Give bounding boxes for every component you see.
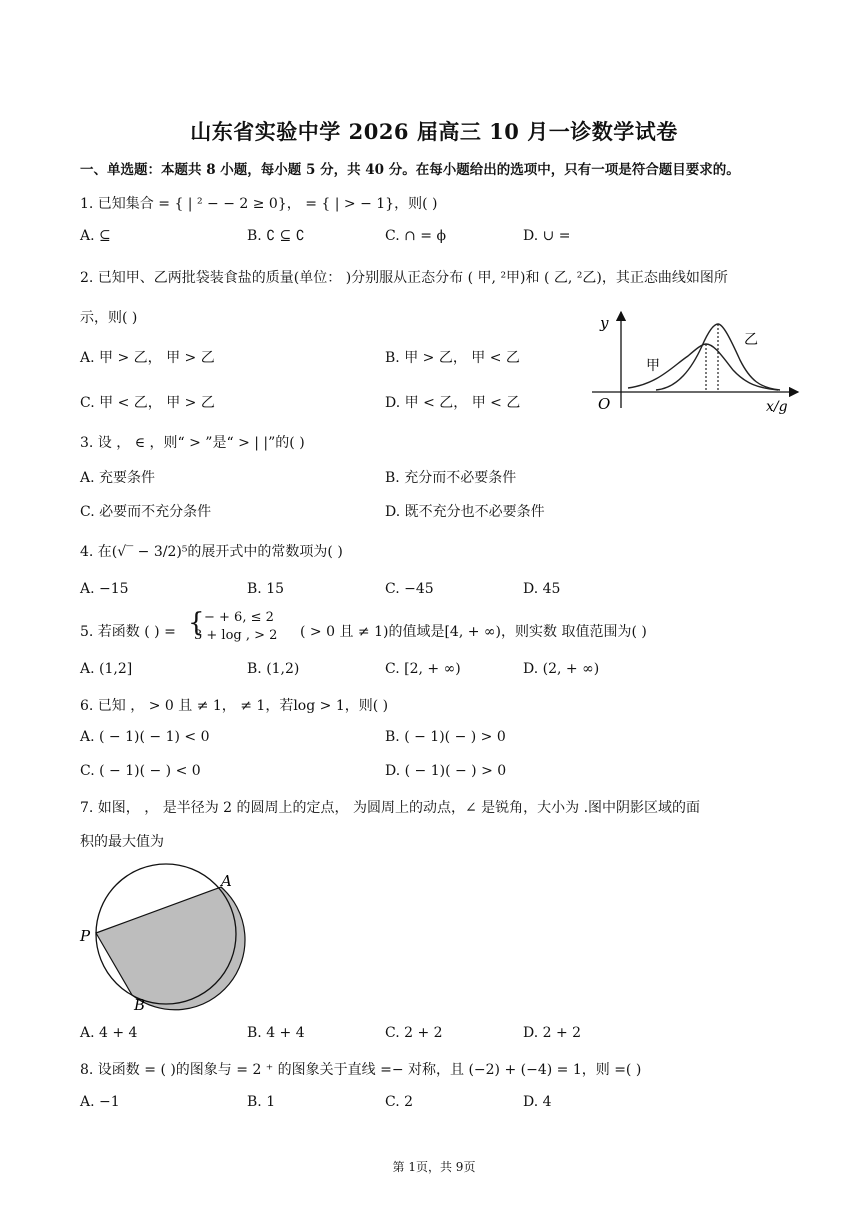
point-a-label: A xyxy=(221,872,232,890)
question-8-option-a[interactable]: A. −1 xyxy=(80,1094,120,1110)
piecewise-case-2: 3 + log , > 2 xyxy=(194,628,278,643)
question-3-option-a[interactable]: A. 充要条件 xyxy=(80,470,156,486)
circle-figure xyxy=(76,858,246,1016)
curve-jia-label: 甲 xyxy=(646,358,660,374)
question-8-option-d[interactable]: D. 4 xyxy=(523,1094,552,1110)
page-title: 山东省实验中学 2026 届高三 10 月一诊数学试卷 xyxy=(190,119,678,144)
question-7-option-a[interactable]: A. 4 + 4 xyxy=(80,1025,138,1041)
question-1-option-b[interactable]: B. ∁ ⊆ ∁ xyxy=(247,228,305,244)
question-5-option-c[interactable]: C. [2, + ∞) xyxy=(385,661,461,677)
question-7-stem: 7. 如图， ， 是半径为 2 的圆周上的定点， 为圆周上的动点，∠ 是锐角，大小为 .图中阴影区域的面 xyxy=(80,800,701,816)
question-5-stem-post: ( > 0 且 ≠ 1)的值域是[4, + ∞)，则实数 取值范围为( ) xyxy=(300,624,647,640)
shaded-region xyxy=(96,887,245,1010)
question-4-option-c[interactable]: C. −45 xyxy=(385,581,434,597)
question-8-option-c[interactable]: C. 2 xyxy=(385,1094,414,1110)
question-3-option-d[interactable]: D. 既不充分也不必要条件 xyxy=(385,504,545,520)
question-1-option-c[interactable]: C. ∩ = ϕ xyxy=(385,228,447,244)
question-2-option-b[interactable]: B. 甲 > 乙， 甲 < 乙 xyxy=(385,350,520,366)
question-2-stem-cont: 示，则( ) xyxy=(80,310,138,326)
origin-label: O xyxy=(598,395,611,413)
y-axis-label: y xyxy=(600,314,609,332)
x-axis-label: x/g xyxy=(766,399,788,415)
question-6-option-c[interactable]: C. ( − 1)( − ) < 0 xyxy=(80,763,201,779)
question-3-stem: 3. 设 ， ∈ ，则“ > ”是“ > | |”的( ) xyxy=(80,435,305,451)
question-8-option-b[interactable]: B. 1 xyxy=(247,1094,276,1110)
question-2-option-a[interactable]: A. 甲 > 乙， 甲 > 乙 xyxy=(80,350,215,366)
question-3-option-b[interactable]: B. 充分而不必要条件 xyxy=(385,470,517,486)
question-4-stem: 4. 在(√‾ − 3/2)⁵的展开式中的常数项为( ) xyxy=(80,544,343,560)
question-6-option-a[interactable]: A. ( − 1)( − 1) < 0 xyxy=(80,729,210,745)
question-1-option-a[interactable]: A. ⊆ xyxy=(80,228,111,244)
question-2-stem: 2. 已知甲、乙两批袋装食盐的质量(单位： )分别服从正态分布 ( 甲, ²甲)和 ( 乙, ²乙)，其正态曲线如图所 xyxy=(80,270,728,286)
question-5-option-a[interactable]: A. (1,2] xyxy=(80,661,133,677)
question-6-option-b[interactable]: B. ( − 1)( − ) > 0 xyxy=(385,729,506,745)
normal-curve-figure xyxy=(588,308,806,418)
section-heading: 一、单选题：本题共 8 小题，每小题 5 分，共 40 分。在每小题给出的选项中，只有一项是符合题目要求的。 xyxy=(80,162,740,178)
question-5-option-d[interactable]: D. (2, + ∞) xyxy=(523,661,600,677)
point-p-label: P xyxy=(80,927,91,945)
point-b-label: B xyxy=(134,996,146,1014)
question-1-option-d[interactable]: D. ∪ = xyxy=(523,228,571,244)
question-7-option-b[interactable]: B. 4 + 4 xyxy=(247,1025,305,1041)
question-5-stem-pre: 5. 若函数 ( ) = xyxy=(80,624,176,640)
curve-yi-label: 乙 xyxy=(744,332,758,348)
question-7-option-d[interactable]: D. 2 + 2 xyxy=(523,1025,582,1041)
question-5-option-b[interactable]: B. (1,2) xyxy=(247,661,300,677)
question-6-stem: 6. 已知 ， > 0 且 ≠ 1， ≠ 1，若log > 1，则( ) xyxy=(80,698,389,714)
piecewise-case-1: − + 6, ≤ 2 xyxy=(204,610,274,625)
question-7-stem-cont: 积的最大值为 xyxy=(80,834,164,850)
question-2-option-c[interactable]: C. 甲 < 乙， 甲 > 乙 xyxy=(80,395,215,411)
page-footer: 第 1页，共 9页 xyxy=(392,1160,476,1174)
question-3-option-c[interactable]: C. 必要而不充分条件 xyxy=(80,504,212,520)
question-6-option-d[interactable]: D. ( − 1)( − ) > 0 xyxy=(385,763,507,779)
question-4-option-b[interactable]: B. 15 xyxy=(247,581,285,597)
question-1-stem: 1. 已知集合 = { | ² − − 2 ≥ 0}， = { | > − 1}，则( ) xyxy=(80,196,438,212)
question-4-option-d[interactable]: D. 45 xyxy=(523,581,561,597)
question-4-option-a[interactable]: A. −15 xyxy=(80,581,129,597)
question-7-option-c[interactable]: C. 2 + 2 xyxy=(385,1025,443,1041)
question-8-stem: 8. 设函数 = ( )的图象与 = 2 ⁺ 的图象关于直线 =− 对称，且 (−2) + (−4) = 1，则 =( ) xyxy=(80,1062,642,1078)
piecewise-brace: { xyxy=(188,608,205,638)
question-2-option-d[interactable]: D. 甲 < 乙， 甲 < 乙 xyxy=(385,395,521,411)
